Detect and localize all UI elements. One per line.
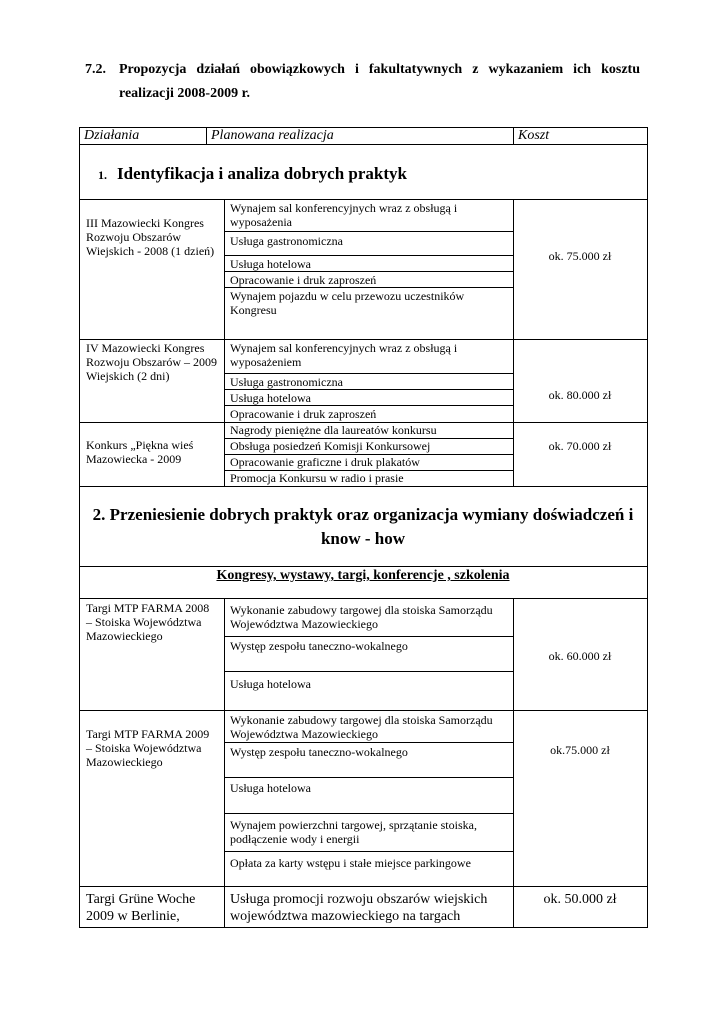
column-divider xyxy=(224,199,225,486)
item: Usługa hotelowa xyxy=(230,781,311,795)
item: Usługa promocji rozwoju obszarów wiejskich województwa mazowieckiego na targach xyxy=(230,892,488,924)
heading-number: 7.2. xyxy=(85,62,106,77)
section1-number: 1. xyxy=(98,168,107,182)
cost: ok. 80.000 zł xyxy=(548,388,612,402)
heading-text: Propozycja działań obowiązkowych i fakultatywnych z wykazaniem ich kosztu realizacji 2008-2009 r. xyxy=(119,62,640,101)
column-divider xyxy=(513,598,514,927)
section1-text: Identyfikacja i analiza dobrych praktyk xyxy=(117,164,407,183)
item: Wynajem powierzchni targowej, sprzątanie stoiska, podłączenie wody i energii xyxy=(230,818,477,846)
item: Wykonanie zabudowy targowej dla stoiska Samorządu Województwa Mazowieckiego xyxy=(230,713,493,741)
group-name: III Mazowiecki Kongres Rozwoju Obszarów Wiejskich - 2008 (1 dzień) xyxy=(86,216,215,258)
header-planned: Planowana realizacja xyxy=(211,128,334,143)
row-rule xyxy=(224,851,513,852)
group-rule xyxy=(79,710,647,711)
item: Wynajem pojazdu w celu przewozu uczestników Kongresu xyxy=(230,289,465,317)
item: Usługa hotelowa xyxy=(230,391,311,405)
item: Usługa hotelowa xyxy=(230,257,311,271)
item: Wykonanie zabudowy targowej dla stoiska Samorządu Województwa Mazowieckiego xyxy=(230,603,493,631)
column-divider xyxy=(224,598,225,927)
section1-title xyxy=(98,164,407,185)
group-name: Targi Grüne Woche 2009 w Berlinie, xyxy=(86,892,196,924)
section1-rule xyxy=(79,199,647,200)
row-rule xyxy=(224,636,513,637)
group-rule xyxy=(79,339,647,340)
item: Wynajem sal konferencyjnych wraz z obsługą i wyposażenia xyxy=(230,201,458,229)
group-name: Konkurs „Piękna wieś Mazowiecka - 2009 xyxy=(86,438,194,466)
subheader-rule xyxy=(79,598,647,599)
item: Opracowanie graficzne i druk plakatów xyxy=(230,455,420,469)
subheader: Kongresy, wystawy, targi, konferencje , szkolenia xyxy=(216,568,510,583)
group-rule xyxy=(79,886,647,887)
section-heading xyxy=(85,58,640,106)
item: Usługa gastronomiczna xyxy=(230,375,343,389)
cost: ok. 75.000 zł xyxy=(548,249,612,263)
row-rule xyxy=(224,813,513,814)
row-rule xyxy=(224,777,513,778)
group-name: IV Mazowiecki Kongres Rozwoju Obszarów – 2009 Wiejskich (2 dni) xyxy=(86,341,217,383)
cost: ok.75.000 zł xyxy=(550,743,610,757)
row-rule xyxy=(224,271,513,272)
item: Opracowanie i druk zaproszeń xyxy=(230,273,377,287)
row-rule xyxy=(224,287,513,288)
item: Nagrody pieniężne dla laureatów konkursu xyxy=(230,423,437,437)
row-rule xyxy=(224,742,513,743)
item: Obsługa posiedzeń Komisji Konkursowej xyxy=(230,439,431,453)
item: Usługa hotelowa xyxy=(230,677,311,691)
item: Opłata za karty wstępu i stałe miejsce parkingowe xyxy=(230,856,471,870)
section2-number: 2. xyxy=(92,505,106,524)
item: Występ zespołu taneczno-wokalnego xyxy=(230,639,408,653)
group-name: Targi MTP FARMA 2008 – Stoiska Województwa Mazowieckiego xyxy=(86,601,210,643)
item: Promocja Konkursu w radio i prasie xyxy=(230,471,404,485)
row-rule xyxy=(224,405,513,406)
header-divider xyxy=(206,127,207,144)
header-actions: Działania xyxy=(84,128,140,143)
section2-title xyxy=(79,503,647,551)
row-rule xyxy=(224,231,513,232)
item: Opracowanie i druk zaproszeń xyxy=(230,407,377,421)
cost: ok. 60.000 zł xyxy=(548,649,612,663)
row-rule xyxy=(224,255,513,256)
header-divider xyxy=(513,127,514,144)
item: Usługa gastronomiczna xyxy=(230,234,343,248)
cost: ok. 70.000 zł xyxy=(548,439,612,453)
item: Wynajem sal konferencyjnych wraz z obsługą i wyposażeniem xyxy=(230,341,458,369)
header-cost: Koszt xyxy=(518,128,550,143)
section2-rule xyxy=(79,566,647,567)
table-border-top xyxy=(79,127,647,128)
section-rule xyxy=(79,486,647,487)
group-name: Targi MTP FARMA 2009 – Stoiska Województwa Mazowieckiego xyxy=(86,727,210,769)
table-border-bottom xyxy=(79,927,647,928)
row-rule xyxy=(224,671,513,672)
row-rule xyxy=(224,373,513,374)
header-rule xyxy=(79,144,647,145)
table-border-right xyxy=(647,127,648,928)
section2-text: Przeniesienie dobrych praktyk oraz organizacja wymiany doświadczeń i know - how xyxy=(109,505,634,548)
item: Występ zespołu taneczno-wokalnego xyxy=(230,745,408,759)
row-rule xyxy=(224,389,513,390)
cost: ok. 50.000 zł xyxy=(543,892,617,907)
